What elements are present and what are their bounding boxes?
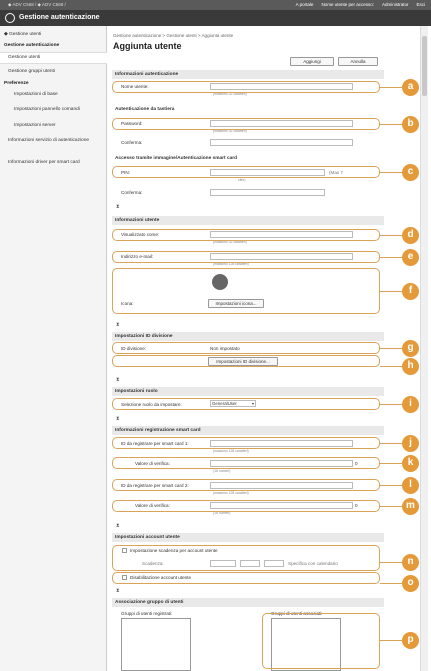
back-link[interactable]: ◆ Gestione utenti <box>4 32 42 37</box>
collapse-icon[interactable]: ⧗ <box>116 523 120 529</box>
collapse-icon[interactable]: ⧗ <box>116 416 120 422</box>
expiry-date-label: Scadenza: <box>142 561 164 566</box>
highlight-smartcard1 <box>112 437 380 449</box>
sidebar-group-auth: Gestione autenticazione <box>4 43 60 48</box>
associated-groups-label: Gruppi di utenti associati: <box>271 611 323 616</box>
callout-g: g <box>402 340 419 357</box>
sidebar-item-group-management[interactable]: Gestione gruppi utenti <box>8 69 55 74</box>
highlight-division-button <box>112 355 380 367</box>
collapse-icon[interactable]: ⧗ <box>116 322 120 328</box>
callout-h: h <box>402 358 419 375</box>
page-title: Aggiunta utente <box>113 41 182 51</box>
pin-confirm-field[interactable] <box>210 189 325 196</box>
highlight-associated-groups <box>262 613 380 669</box>
app-logo-icon <box>5 13 15 23</box>
section-division-id: Impostazioni ID divisione <box>112 332 384 341</box>
subsection-image-smartcard: Accesso tramite immagine/Autenticazione smart card <box>115 156 238 161</box>
user-name: Administrator <box>381 2 409 7</box>
email-label: Indirizzo e-mail: <box>121 254 154 259</box>
role-label: Selezione ruolo da impostare: <box>121 402 182 407</box>
highlight-division-id <box>112 342 380 354</box>
verify2-count: 0 <box>355 503 358 508</box>
highlight-smartcard2 <box>112 479 380 491</box>
breadcrumb: Gestione autenticazione > Gestione utenti > Aggiunta utente <box>113 33 234 38</box>
highlight-expiry <box>112 545 380 571</box>
verify1-count: 0 <box>355 461 358 466</box>
pin-label: PIN: <box>121 170 130 175</box>
calendar-link[interactable]: Specifica con calendario <box>288 561 338 566</box>
verify1-hint: (16 numeri) <box>213 469 231 473</box>
callout-p: p <box>402 632 419 649</box>
icon-settings-button[interactable]: Impostazioni icona... <box>208 299 264 308</box>
device-list: ◆ ADV C568 / ◆ ADV C568 / <box>8 2 66 7</box>
cancel-button[interactable]: Annulla <box>338 57 378 66</box>
division-id-settings-button[interactable]: Impostazioni ID divisione... <box>208 357 278 366</box>
password-confirm-label: Conferma: <box>121 140 143 145</box>
highlight-verify1 <box>112 457 380 469</box>
smartcard2-hint: (massimo 128 caratteri) <box>213 491 249 495</box>
sidebar-group-prefs: Preferenze <box>4 81 29 86</box>
sidebar-item-user-management[interactable]: Gestione utenti <box>0 52 107 64</box>
highlight-display-name <box>112 229 380 241</box>
disable-account-label: Disabilitazione account utente <box>130 575 192 580</box>
registered-groups-label: Gruppi di utenti registrati: <box>121 611 173 616</box>
division-id-label: ID divisione: <box>121 346 147 351</box>
highlight-pin <box>112 166 380 178</box>
icon-label: Icona: <box>121 301 134 306</box>
password-confirm-field[interactable] <box>210 139 353 146</box>
verify2-hint: (16 numeri) <box>213 511 231 515</box>
title-bar <box>0 10 431 26</box>
scrollbar[interactable] <box>420 26 428 671</box>
highlight-verify2 <box>112 500 380 512</box>
username-label: Nome utente: <box>121 84 149 89</box>
scrollbar-thumb[interactable] <box>422 36 427 96</box>
add-button[interactable]: Aggiungi <box>290 57 334 66</box>
callout-e: e <box>402 249 419 266</box>
smartcard1-hint: (massimo 128 caratteri) <box>213 449 249 453</box>
callout-b: b <box>402 116 419 133</box>
app-title: Gestione autenticazione <box>19 14 100 21</box>
registered-groups-list[interactable] <box>121 618 191 671</box>
subsection-keyboard-auth: Autenticazione da tastiera <box>115 107 175 112</box>
section-role: Impostazioni ruolo <box>112 387 384 396</box>
highlight-password <box>112 118 380 130</box>
logout-link[interactable]: Esci <box>416 2 425 7</box>
section-auth-info: Informazioni autenticazione <box>112 70 384 79</box>
collapse-icon[interactable]: ⧗ <box>116 204 120 210</box>
email-hint: (massimo 128 caratteri) <box>213 262 249 266</box>
pin-confirm-label: Conferma: <box>121 190 143 195</box>
user-label: Nome utente per accesso: <box>321 2 374 7</box>
password-label: Password: <box>121 121 143 126</box>
callout-f: f <box>402 283 419 300</box>
division-id-value: Non impostato <box>210 346 240 351</box>
highlight-icon <box>112 268 380 314</box>
callout-d: d <box>402 227 419 244</box>
highlight-username <box>112 81 380 93</box>
highlight-email <box>112 251 380 263</box>
collapse-icon[interactable]: ⧗ <box>116 588 120 594</box>
section-account-settings: Impostazioni account utente <box>112 533 384 542</box>
section-group-association: Associazione gruppo di utenti <box>112 598 384 607</box>
sidebar-item-panel-settings[interactable]: Impostazioni pannello comandi <box>14 107 80 112</box>
chevron-down-icon: ▾ <box>251 401 254 406</box>
sidebar-item-server-settings[interactable]: Impostazioni server <box>14 123 56 128</box>
sidebar-item-basic-settings[interactable]: Impostazioni di base <box>14 92 58 97</box>
section-user-info: Informazioni utente <box>112 216 384 225</box>
callout-a: a <box>402 79 419 96</box>
verify2-label: Valore di verifica: <box>135 503 170 508</box>
highlight-role <box>112 398 380 410</box>
callout-l: l <box>402 477 419 494</box>
display-name-label: Visualizzato come: <box>121 232 160 237</box>
callout-i: i <box>402 396 419 413</box>
sidebar-item-auth-service-info[interactable]: Informazioni servizio di autenticazione <box>8 138 90 143</box>
display-name-hint: (massimo 32 caratteri) <box>213 240 247 244</box>
callout-j: j <box>402 435 419 452</box>
highlight-disable-account <box>112 572 380 584</box>
sidebar-item-smartcard-driver[interactable]: Informazioni driver per smart card <box>8 160 80 165</box>
portal-link[interactable]: A portale <box>295 2 314 7</box>
expiry-label: Impostazione scadenza per account utente <box>130 548 218 553</box>
role-select-value: GeneralUser <box>212 401 237 406</box>
callout-n: n <box>402 554 419 571</box>
verify1-label: Valore di verifica: <box>135 461 170 466</box>
username-hint: (massimo 32 caratteri) <box>213 92 247 96</box>
collapse-icon[interactable]: ⧗ <box>116 377 120 383</box>
smartcard1-label: ID da registrare per smart card 1: <box>121 441 189 446</box>
callout-k: k <box>402 455 419 472</box>
callout-o: o <box>402 575 419 592</box>
section-smartcard-registration: Informazioni registrazione smart card <box>112 426 384 435</box>
smartcard2-label: ID da registrare per smart card 2: <box>121 483 189 488</box>
password-hint: (massimo 32 caratteri) <box>213 129 247 133</box>
callout-c: c <box>402 164 419 181</box>
top-bar <box>0 0 431 10</box>
pin-max-hint: (Max 7 <box>329 170 344 175</box>
callout-m: m <box>402 498 419 515</box>
pin-digits-hint: cifre) <box>238 178 246 182</box>
sidebar <box>0 26 107 671</box>
